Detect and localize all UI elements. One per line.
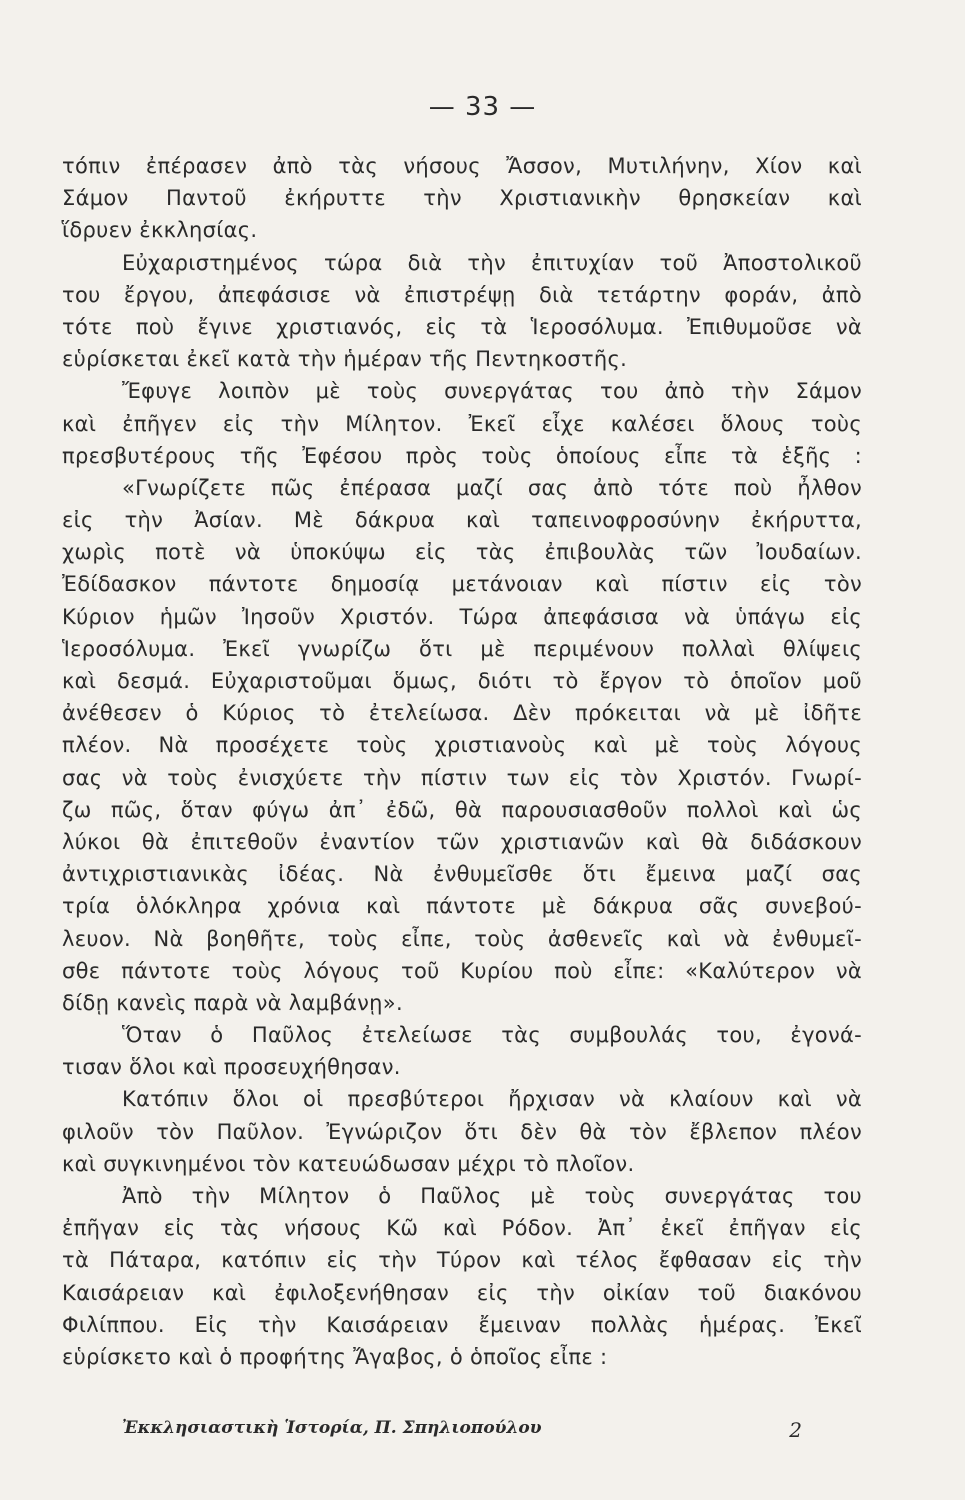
text-line: Κύριον ἡμῶν Ἰησοῦν Χριστόν. Τώρα ἀπεφάσισα νὰ ὑπάγω εἰς [62,604,862,629]
text-line: Ἱεροσόλυμα. Ἐκεῖ γνωρίζω ὅτι μὲ περιμένουν πολλαὶ θλίψεις [62,636,862,661]
text-line: χωρὶς ποτὲ νὰ ὑποκύψω εἰς τὰς ἐπιβουλὰς τῶν Ἰουδαίων. [62,540,862,565]
text-line: Ὅταν ὁ Παῦλος ἐτελείωσε τὰς συμβουλάς του, ἐγονά- [122,1023,862,1048]
text-line: λευον. Νὰ βοηθῆτε, τοὺς εἶπε, τοὺς ἀσθενεῖς καὶ νὰ ἐνθυμεῖ- [62,926,862,951]
text-line: σθε πάντοτε τοὺς λόγους τοῦ Κυρίου ποὺ εἶπε: «Καλύτερον νὰ [62,958,862,983]
text-line: τρία ὁλόκληρα χρόνια καὶ πάντοτε μὲ δάκρυα σᾶς συνεβού- [62,894,862,919]
text-line: του ἔργου, ἀπεφάσισε νὰ ἐπιστρέψῃ διὰ τετάρτην φοράν, ἀπὸ [62,282,862,307]
text-line: «Γνωρίζετε πῶς ἐπέρασα μαζί σας ἀπὸ τότε ποὺ ἦλθον [122,475,862,500]
text-line: τισαν ὅλοι καὶ προσευχήθησαν. [62,1055,401,1080]
text-line: ἀντιχριστιανικὰς ἰδέας. Νὰ ἐνθυμεῖσθε ὅτι ἔμεινα μαζί σας [62,862,862,887]
text-line: σας νὰ τοὺς ἐνισχύετε τὴν πίστιν των εἰς τὸν Χριστόν. Γνωρί- [62,765,862,790]
text-line: τότε ποὺ ἔγινε χριστιανός, εἰς τὰ Ἱεροσόλυμα. Ἐπιθυμοῦσε νὰ [62,314,862,339]
text-line: Εὐχαριστημένος τώρα διὰ τὴν ἐπιτυχίαν τοῦ Ἀποστολικοῦ [122,250,862,275]
text-line: εἰς τὴν Ἀσίαν. Μὲ δάκρυα καὶ ταπεινοφροσύνην ἐκήρυττα, [62,508,862,533]
text-line: καὶ δεσμά. Εὐχαριστοῦμαι ὅμως, διότι τὸ ἔργον τὸ ὁποῖον μοῦ [62,669,862,693]
text-line: ἵδρυεν ἐκκλησίας. [62,218,258,243]
text-line: φιλοῦν τὸν Παῦλον. Ἐγνώριζον ὅτι δὲν θὰ τὸν ἔβλεπον πλέον [62,1119,862,1144]
text-line: Καισάρειαν καὶ ἐφιλοξενήθησαν εἰς τὴν οἰκίαν τοῦ διακόνου [62,1280,862,1305]
body-text [62,150,862,1373]
text-line: τὰ Πάταρα, κατόπιν εἰς τὴν Τύρον καὶ τέλος ἔφθασαν εἰς τὴν [62,1248,862,1273]
text-line: λύκοι θὰ ἐπιτεθοῦν ἐναντίον τῶν χριστιανῶν καὶ θὰ διδάσκουν [62,829,862,854]
text-line: Σάμον Παντοῦ ἐκήρυττε τὴν Χριστιανικὴν θρησκείαν καὶ [62,186,862,211]
text-line: καὶ ἐπῆγεν εἰς τὴν Μίλητον. Ἐκεῖ εἶχε καλέσει ὅλους τοὺς [62,411,862,436]
text-line: πρεσβυτέρους τῆς Ἐφέσου πρὸς τοὺς ὁποίους εἶπε τὰ ἑξῆς : [62,443,862,468]
page-number: — 33 — [428,92,537,122]
text-line: ἐπῆγαν εἰς τὰς νήσους Κῶ καὶ Ρόδον. Ἀπ᾽ ἐκεῖ ἐπῆγαν εἰς [62,1216,862,1241]
footer-signature-mark: 2 [789,1418,802,1442]
text-line: Ἐδίδασκον πάντοτε δημοσίᾳ μετάνοιαν καὶ πίστιν εἰς τὸν [62,572,862,597]
text-line: Κατόπιν ὅλοι οἱ πρεσβύτεροι ἤρχισαν νὰ κλαίουν καὶ νὰ [122,1087,862,1112]
footer-source: Ἐκκλησιαστικὴ Ἱστορία, Π. Σπηλιοπούλου [122,1418,542,1438]
text-line: Φιλίππου. Εἰς τὴν Καισάρειαν ἔμειναν πολλὰς ἡμέρας. Ἐκεῖ [62,1312,862,1337]
text-line: Ἀπὸ τὴν Μίλητον ὁ Παῦλος μὲ τοὺς συνεργάτας του [122,1184,862,1208]
text-line: δίδῃ κανεὶς παρὰ νὰ λαμβάνῃ». [62,990,403,1015]
text-line: Ἔφυγε λοιπὸν μὲ τοὺς συνεργάτας του ἀπὸ τὴν Σάμον [122,379,862,404]
text-line: ἀνέθεσεν ὁ Κύριος τὸ ἐτελείωσα. Δὲν πρόκειται νὰ μὲ ἰδῆτε [62,701,862,726]
text-line: ζω πῶς, ὅταν φύγω ἀπ᾽ ἐδῶ, θὰ παρουσιασθοῦν πολλοὶ καὶ ὡς [62,797,862,822]
text-line: καὶ συγκινημένοι τὸν κατευώδωσαν μέχρι τὸ πλοῖον. [62,1151,635,1176]
text-line: τόπιν ἐπέρασεν ἀπὸ τὰς νήσους Ἄσσον, Μυτιλήνην, Χίον καὶ [62,154,862,178]
text-line: εὑρίσκεται ἐκεῖ κατὰ τὴν ἡμέραν τῆς Πεντηκοστῆς. [62,347,628,372]
text-line: εὑρίσκετο καὶ ὁ προφήτης Ἄγαβος, ὁ ὁποῖος εἶπε : [62,1344,608,1369]
text-line: πλέον. Νὰ προσέχετε τοὺς χριστιανοὺς καὶ μὲ τοὺς λόγους [62,733,862,758]
